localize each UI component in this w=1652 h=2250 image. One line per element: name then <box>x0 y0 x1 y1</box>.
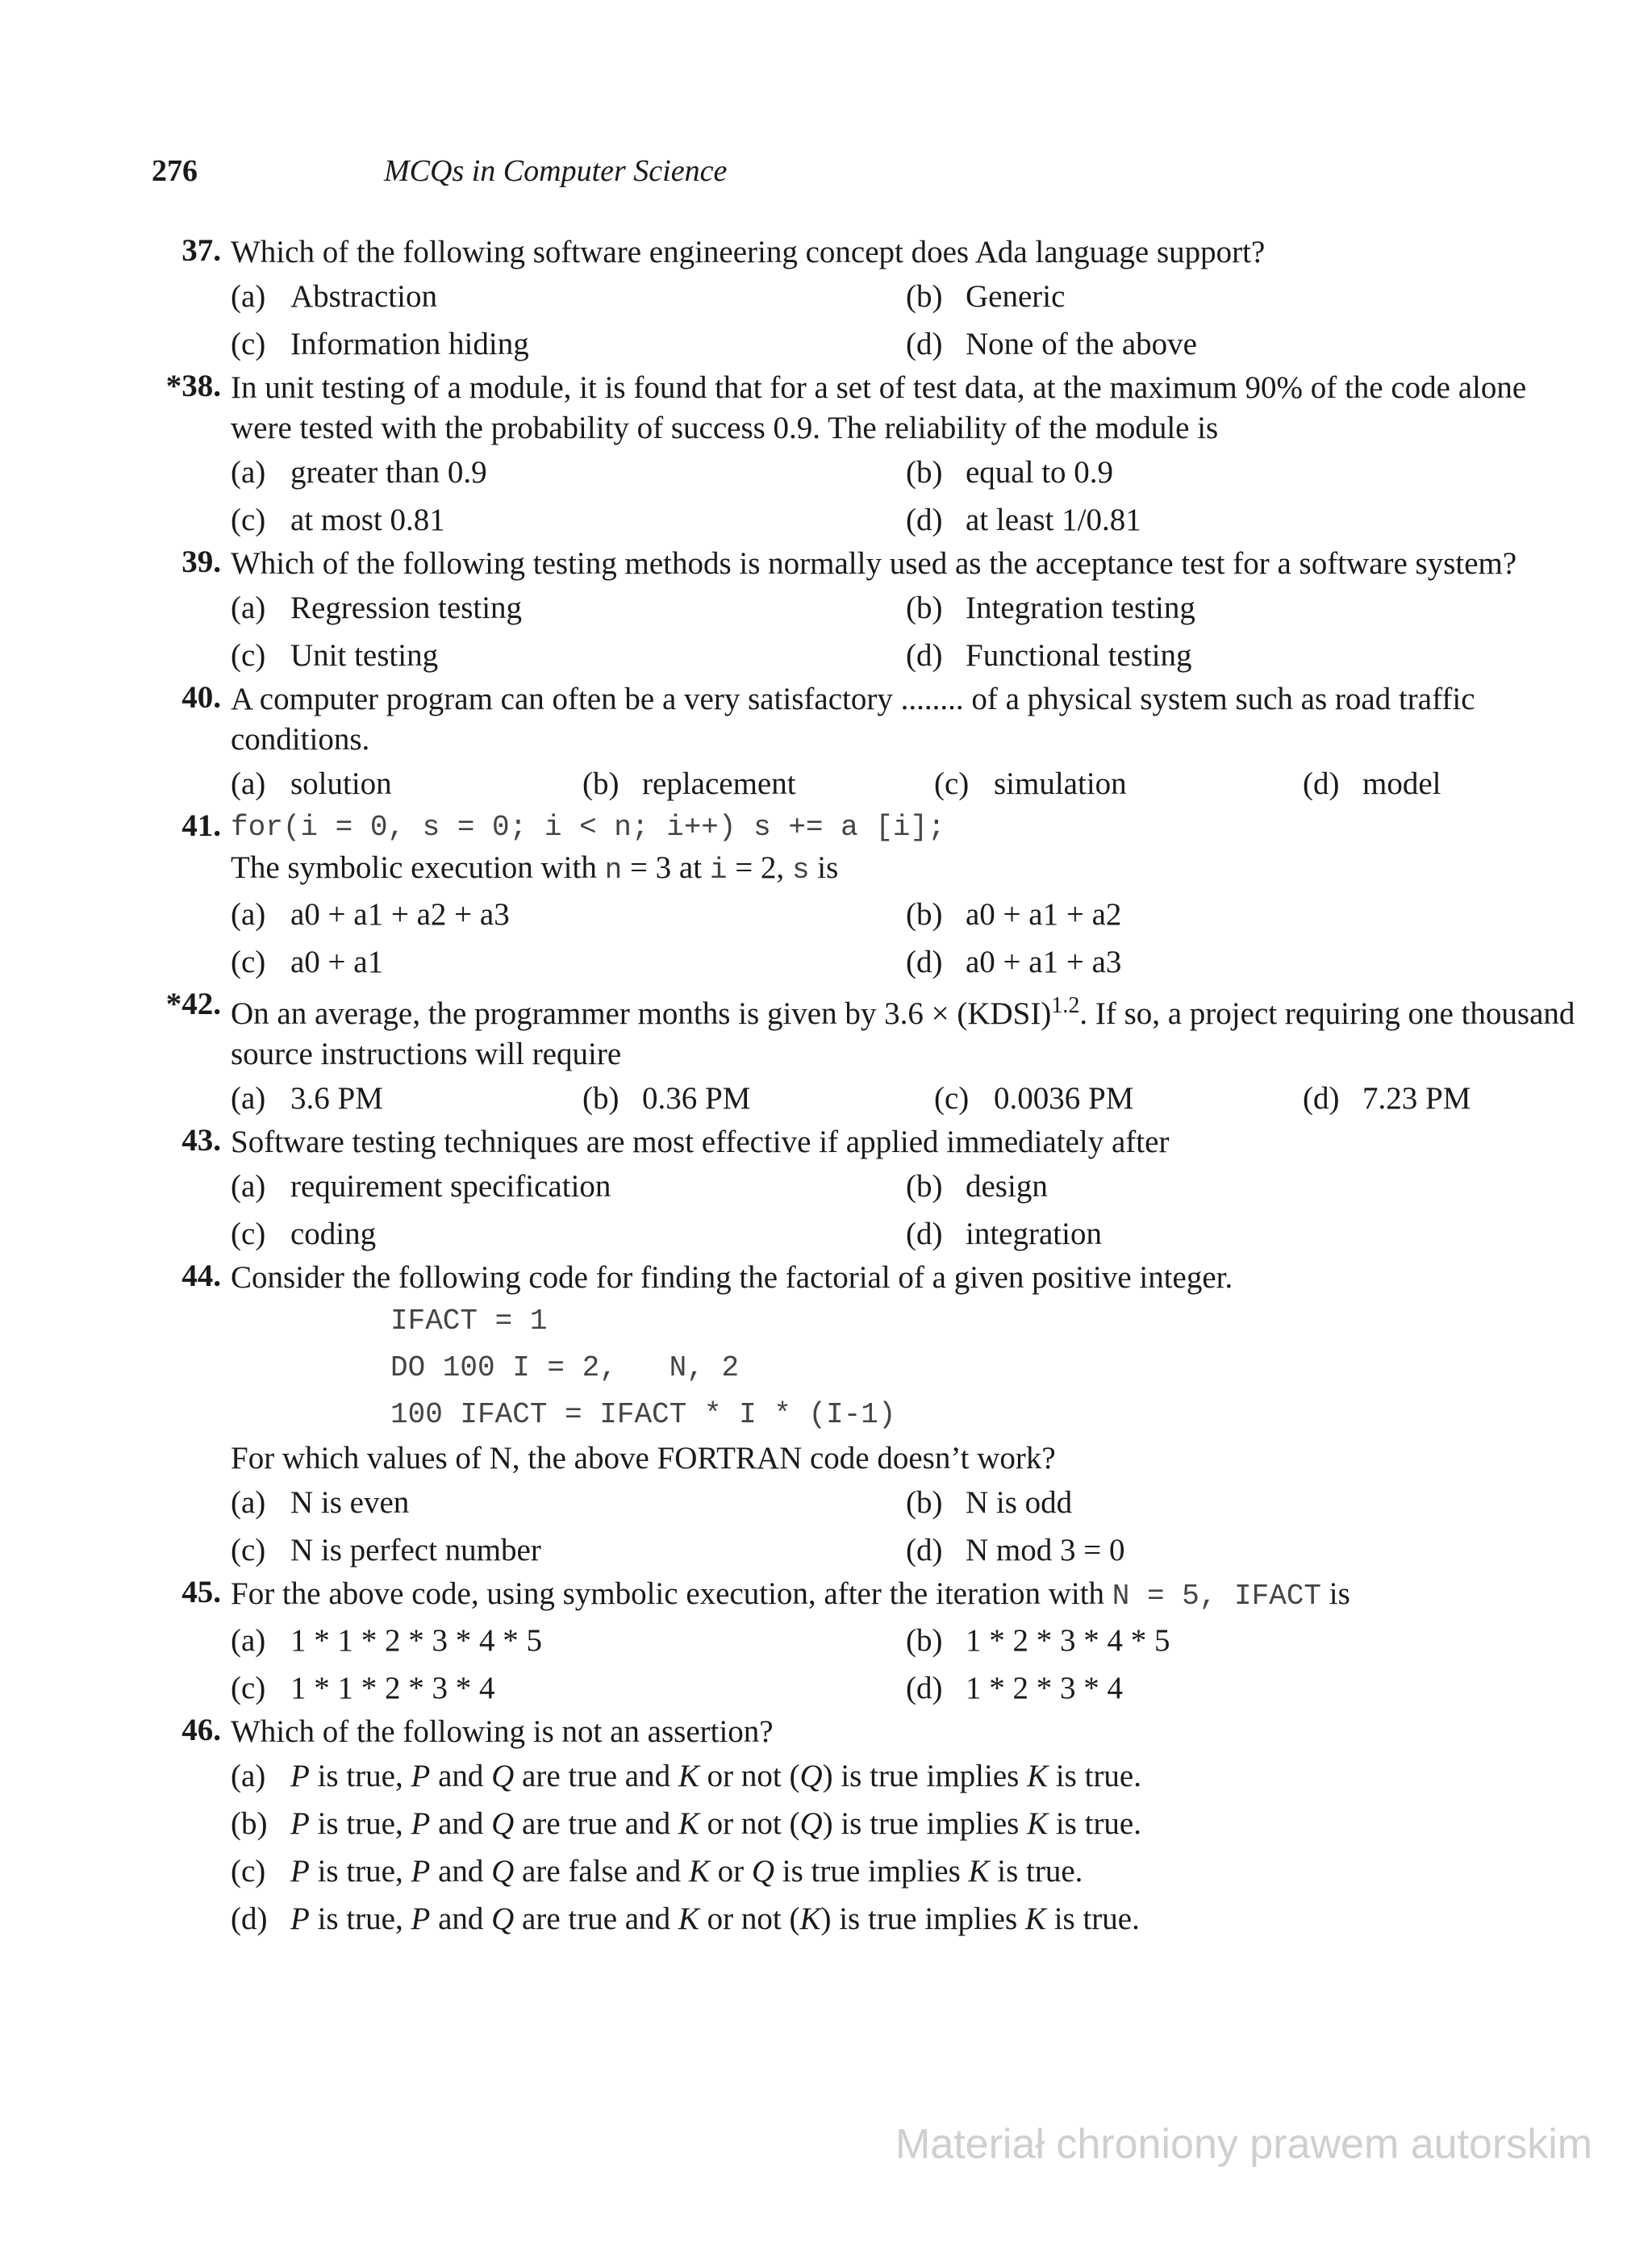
question-number: 41. <box>181 808 221 843</box>
option-d: (d) model <box>1303 766 1441 801</box>
option-d: (d) 7.23 PM <box>1303 1081 1471 1116</box>
options <box>231 449 1581 544</box>
question-text: Which of the following testing methods is normally used as the acceptance test for a software system? <box>231 546 1517 581</box>
code-line: 100 IFACT = IFACT * I * (I-1) <box>390 1398 896 1431</box>
question-text: On an average, the programmer months is given by 3.6 × (KDSI)$^{1.2}$. If so, a project requiring one thousand source instructions will require <box>231 993 1575 1071</box>
question-number: 45. <box>181 1575 221 1609</box>
options <box>231 1479 1581 1574</box>
option-a: (a) 3.6 PM <box>231 1081 383 1116</box>
page-header <box>152 153 728 189</box>
option-c: (c) simulation <box>934 766 1127 801</box>
option-c: (c) coding <box>231 1217 377 1251</box>
option-a: (a) greater than 0.9 <box>231 455 487 490</box>
option-b: (b) Integration testing <box>906 591 1195 625</box>
question-42 <box>153 986 1581 1122</box>
option-c: (c) P is true, P and Q are false and K or Q is true implies K is true. <box>231 1854 1083 1889</box>
options <box>231 760 1581 808</box>
option-b: (b) replacement <box>582 766 796 801</box>
option-b: (b) 0.36 PM <box>582 1081 751 1116</box>
option-a: (a) N is even <box>231 1485 410 1520</box>
exponent: 1.2 <box>1051 993 1080 1018</box>
question-text: Which of the following is not an assertion? <box>231 1714 774 1749</box>
question-number: *42. <box>165 987 221 1021</box>
option-d: (d) N mod 3 = 0 <box>906 1533 1125 1567</box>
question-number: 44. <box>181 1259 221 1293</box>
option-d: (d) Functional testing <box>906 638 1192 673</box>
question-text: Which of the following software engineering concept does Ada language support? <box>231 235 1266 269</box>
option-d: (d) None of the above <box>906 327 1197 361</box>
question-text: In unit testing of a module, it is found that for a set of test data, at the maximum 90% of the code alone were tested with the probability of success 0.9. The reliability of the module is <box>231 370 1527 445</box>
question-text: Consider the following code for finding the factorial of a given positive integer. <box>231 1260 1233 1295</box>
question-37 <box>153 232 1581 368</box>
options <box>231 1163 1581 1258</box>
option-c: (c) Unit testing <box>231 638 439 673</box>
question-list <box>153 232 1581 1943</box>
options <box>231 891 1581 986</box>
question-number: 39. <box>181 545 221 579</box>
option-b: (b) a0 + a1 + a2 <box>906 897 1122 932</box>
book-title: MCQs in Computer Science <box>384 154 728 188</box>
question-text: For the above code, using symbolic execution, after the iteration with N = 5, IFACT is <box>231 1576 1350 1613</box>
question-text: A computer program can often be a very satisfactory ........ of a physical system such as road traffic conditions. <box>231 682 1475 757</box>
question-number: 46. <box>181 1713 221 1747</box>
options <box>231 584 1581 679</box>
option-a: (a) 1 * 1 * 2 * 3 * 4 * 5 <box>231 1623 542 1658</box>
option-a: (a) a0 + a1 + a2 + a3 <box>231 897 510 932</box>
option-a: (a) Abstraction <box>231 279 437 314</box>
question-number: 37. <box>181 233 221 268</box>
question-41 <box>153 808 1581 986</box>
question-44 <box>153 1258 1581 1574</box>
option-c: (c) at most 0.81 <box>231 503 445 537</box>
options <box>231 1617 1581 1712</box>
option-b: (b) P is true, P and Q are true and K or not (Q) is true implies K is true. <box>231 1806 1141 1841</box>
options <box>231 1075 1581 1122</box>
question-text-2: For which values of N, the above FORTRAN code doesn’t work? <box>231 1441 1056 1476</box>
question-38 <box>153 368 1581 544</box>
option-d: (d) integration <box>906 1217 1102 1251</box>
question-39 <box>153 544 1581 679</box>
question-number: 43. <box>181 1123 221 1158</box>
options <box>231 273 1581 368</box>
question-number: *38. <box>165 369 221 403</box>
question-45 <box>153 1574 1581 1712</box>
option-a: (a) Regression testing <box>231 591 523 625</box>
option-a: (a) P is true, P and Q are true and K or not (Q) is true implies K is true. <box>231 1759 1141 1793</box>
question-text: Software testing techniques are most effective if applied immediately after <box>231 1125 1170 1159</box>
option-b: (b) N is odd <box>906 1485 1073 1520</box>
option-a: (a) requirement specification <box>231 1169 611 1204</box>
option-d: (d) P is true, P and Q are true and K or not (K) is true implies K is true. <box>231 1901 1140 1936</box>
option-c: (c) 1 * 1 * 2 * 3 * 4 <box>231 1671 495 1705</box>
code-line: IFACT = 1 <box>390 1304 548 1338</box>
option-b: (b) Generic <box>906 279 1066 314</box>
code-line: for(i = 0, s = 0; i < n; i++) s += a [i]; <box>231 811 945 844</box>
option-d: (d) at least 1/0.81 <box>906 503 1141 537</box>
question-number: 40. <box>181 680 221 715</box>
option-d: (d) a0 + a1 + a3 <box>906 945 1122 979</box>
question-43 <box>153 1122 1581 1258</box>
code-line: DO 100 I = 2, N, 2 <box>390 1351 740 1384</box>
option-b: (b) equal to 0.9 <box>906 455 1114 490</box>
option-b: (b) design <box>906 1169 1048 1204</box>
page-number: 276 <box>152 154 198 188</box>
option-c: (c) Information hiding <box>231 327 529 361</box>
option-c: (c) 0.0036 PM <box>934 1081 1134 1116</box>
question-46 <box>153 1712 1581 1943</box>
options <box>231 1752 1581 1943</box>
option-d: (d) 1 * 2 * 3 * 4 <box>906 1671 1123 1705</box>
option-c: (c) N is perfect number <box>231 1533 541 1567</box>
option-a: (a) solution <box>231 766 392 801</box>
question-40 <box>153 679 1581 808</box>
option-c: (c) a0 + a1 <box>231 945 384 979</box>
copyright-watermark: Materiał chroniony prawem autorskim <box>895 2121 1593 2168</box>
code-block <box>231 1298 1581 1438</box>
option-b: (b) 1 * 2 * 3 * 4 * 5 <box>906 1623 1170 1658</box>
question-text: The symbolic execution with n = 3 at i = 2, s is <box>231 850 839 887</box>
